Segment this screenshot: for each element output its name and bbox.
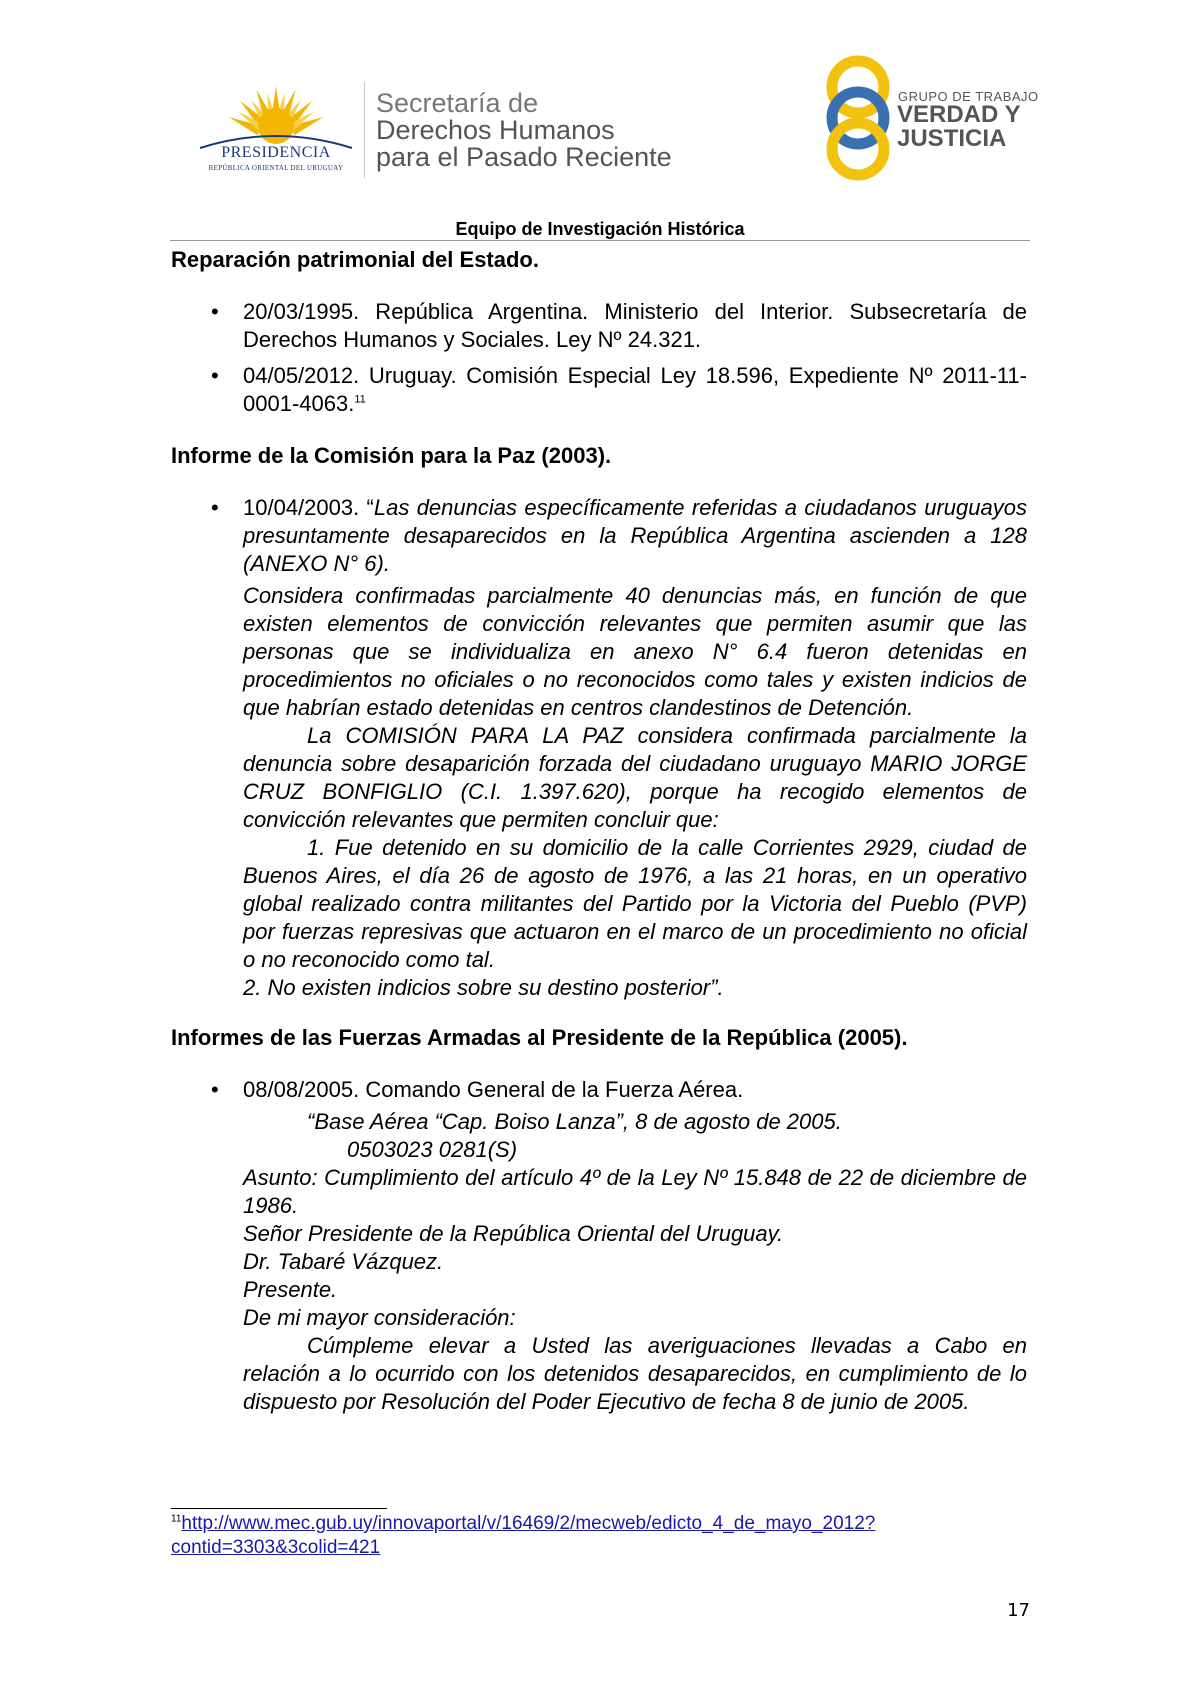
footnote-number: 11 xyxy=(171,1513,182,1525)
list-item xyxy=(171,298,1027,354)
list-item-text: 04/05/2012. Uruguay. Comisión Especial Ley 18.596, Expediente Nº 2011-11-0001-4063. xyxy=(243,363,1027,416)
list-item-text: 08/08/2005. Comando General de la Fuerza Aérea. xyxy=(243,1077,744,1102)
secretaria-title xyxy=(376,90,672,171)
presidencia-name: PRESIDENCIA xyxy=(221,144,331,161)
presidencia-subtitle: REPÚBLICA ORIENTAL DEL URUGUAY xyxy=(208,164,344,172)
gtvj-line1: GRUPO DE TRABAJO xyxy=(898,89,1039,104)
bullet-icon: • xyxy=(211,363,219,388)
verdad-justicia-rings-logo xyxy=(820,55,896,181)
bullet-icon: • xyxy=(211,299,219,324)
list-item xyxy=(171,1076,1027,1104)
letter-line: Asunto: Cumplimiento del artículo 4º de la Ley Nº 15.848 de 22 de diciembre de 1986. xyxy=(243,1165,1027,1218)
list-item xyxy=(171,362,1027,418)
quote-paragraph: Considera confirmadas parcialmente 40 denuncias más, en función de que existen elementos de convicción relevantes que permiten asumir que las personas que se individualiza en anexo N° 6.4 fueron detenidas en procedimientos no oficiales o no reconocidos como tales y existen indicios de que habrían estado detenidas en centros clandestinos de Detención. xyxy=(243,583,1027,720)
team-title: Equipo de Investigación Histórica xyxy=(455,219,745,239)
secretaria-line2: Derechos Humanos xyxy=(376,115,615,145)
quote-paragraph: La COMISIÓN PARA LA PAZ considera confirmada parcialmente la denuncia sobre desaparición forzada del ciudadano uruguayo MARIO JORGE CRUZ BONFIGLIO (C.I. 1.397.620), porque ha recogido elementos de convicción relevantes que permiten concluir que: xyxy=(243,723,1027,832)
footnote-link-continued[interactable]: contid=3303&3colid=421 xyxy=(171,1537,381,1558)
bullet-icon: • xyxy=(211,495,219,520)
section-heading-comision: Informe de la Comisión para la Paz (2003). xyxy=(171,443,612,468)
section-heading-informes: Informes de las Fuerzas Armadas al Presidente de la República (2005). xyxy=(171,1025,908,1050)
gtvj-line3: JUSTICIA xyxy=(897,125,1007,152)
secretaria-line1: Secretaría de xyxy=(376,88,539,118)
page-header xyxy=(0,0,1190,230)
letter-line: 0503023 0281(S) xyxy=(347,1137,518,1162)
item-date: 10/04/2003. “ xyxy=(243,495,374,520)
bullet-icon: • xyxy=(211,1077,219,1102)
header-rule xyxy=(170,240,1030,241)
gtvj-line2: VERDAD Y xyxy=(897,101,1021,128)
footnote xyxy=(171,1512,1031,1560)
letter-line: Presente. xyxy=(243,1277,338,1302)
list-item-text: 20/03/1995. República Argentina. Ministerio del Interior. Subsecretaría de Derechos Humanos y Sociales. Ley Nº 24.321. xyxy=(243,299,1027,352)
secretaria-line3: para el Pasado Reciente xyxy=(376,142,672,172)
letter-line: Señor Presidente de la República Oriental del Uruguay. xyxy=(243,1221,784,1246)
letter-line: Dr. Tabaré Vázquez. xyxy=(243,1249,444,1274)
footnote-link[interactable]: http://www.mec.gub.uy/innovaportal/v/16469/2/mecweb/edicto_4_de_mayo_2012? xyxy=(181,1513,876,1534)
item-quote: Las denuncias específicamente referidas a ciudadanos uruguayos presuntamente desaparecidos en la República Argentina ascienden a 128 (ANEXO N° 6). xyxy=(243,495,1027,576)
document-body xyxy=(171,246,1027,1416)
header-divider xyxy=(364,82,365,178)
footnote-rule xyxy=(171,1508,387,1509)
footnote-ref[interactable]: 11 xyxy=(354,393,366,406)
section-heading-reparacion: Reparación patrimonial del Estado. xyxy=(171,247,539,272)
page-number: 17 xyxy=(1007,1600,1030,1621)
quote-paragraph: 1. Fue detenido en su domicilio de la calle Corrientes 2929, ciudad de Buenos Aires, el día 26 de agosto de 1976, a las 21 horas, en un operativo global realizado contra militantes del Partido por la Victoria del Pueblo (PVP) por fuerzas represivas que actuaron en el marco de un procedimiento no oficial o no reconocido como tal. xyxy=(243,835,1027,972)
letter-line: Cúmpleme elevar a Usted las averiguaciones llevadas a Cabo en relación a lo ocurrido con los detenidos desaparecidos, en cumplimiento de lo dispuesto por Resolución del Poder Ejecutivo de fecha 8 de junio de 2005. xyxy=(243,1333,1027,1414)
letter-line: “Base Aérea “Cap. Boiso Lanza”, 8 de agosto de 2005. xyxy=(307,1109,842,1134)
quote-paragraph: 2. No existen indicios sobre su destino posterior”. xyxy=(243,975,724,1000)
list-item xyxy=(171,494,1027,578)
letter-line: De mi mayor consideración: xyxy=(243,1305,516,1330)
